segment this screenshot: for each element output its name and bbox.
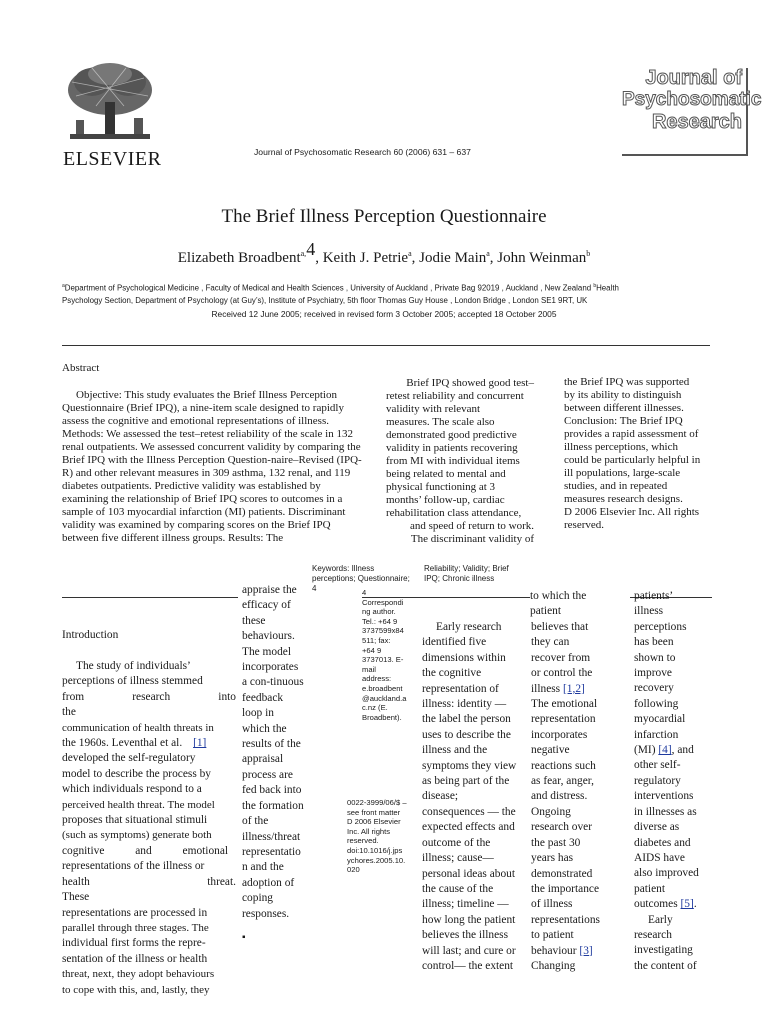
body-line: feedback — [242, 691, 284, 704]
abstract-line: Methods: We assessed the test–retest reliability of the scale in 132 — [62, 428, 353, 440]
affiliations — [62, 280, 712, 307]
footnote-mark: 4 — [362, 588, 367, 597]
body-line: efficacy of — [242, 599, 291, 612]
abstract-line: validity with relevant — [386, 403, 481, 415]
body-line: other self- — [634, 759, 681, 772]
abstract-line: between different illnesses. — [564, 402, 684, 414]
body-line: has been — [634, 636, 674, 649]
body-line: representatio — [242, 845, 301, 858]
received-dates: Received 12 June 2005; received in revised form 3 October 2005; accepted 18 October 2005 — [211, 309, 557, 319]
bullet-mark: ▪ — [242, 931, 246, 943]
abstract-line: examining the relationship of Brief IPQ scores to outcomes in a — [62, 493, 343, 505]
body-col-2 — [242, 583, 310, 945]
abstract-line: validity was examined by comparing scores on the Brief IPQ — [62, 519, 331, 531]
body-line: parallel through three stages. The — [62, 921, 209, 934]
abstract-line: Brief IPQ showed good test– — [406, 377, 534, 389]
body-line: Early — [648, 913, 673, 926]
keywords-line: Reliability; Validity; Brief — [424, 564, 509, 573]
body-line: in illnesses as — [634, 805, 697, 818]
body-line: representation of — [422, 682, 499, 695]
doi-link[interactable]: 020 — [347, 865, 360, 875]
body-line: illness: identity — — [422, 698, 507, 711]
issn-block — [347, 798, 421, 875]
body-line: illness; timeline — — [422, 898, 509, 911]
abstract-col-2 — [386, 377, 534, 546]
body-line: of the — [242, 815, 269, 828]
abstract-line: and speed of return to work. — [409, 520, 534, 532]
abstract-line: provides a rapid assessment of — [564, 428, 699, 440]
abstract-line: Objective: This study evaluates the Brief Illness Perception — [76, 389, 337, 401]
body-col-4b-top — [530, 589, 612, 620]
body-line: illness/threat — [242, 830, 301, 843]
body-line: interventions — [634, 790, 694, 803]
body-line: diabetes and — [634, 836, 691, 849]
author-3-affil: a — [486, 249, 490, 258]
body-line: process are — [242, 768, 293, 781]
affil-a-text: Department of Psychological Medicine , Faculty of Medical and Health Sciences , University of Auckland , Private Bag 92019 , Auckland , New Zealand — [64, 283, 592, 293]
header-rule — [62, 345, 710, 346]
body-line: myocardial — [634, 713, 686, 726]
body-line: as being part of the — [422, 775, 510, 788]
issn-line: 0022-3999/06/$ – — [347, 798, 407, 807]
body-line: the cognitive — [422, 667, 482, 680]
abstract-line: could be particularly helpful in — [564, 454, 701, 466]
affil-a-mark: a — [62, 283, 65, 289]
body-line: following — [634, 697, 679, 710]
abstract-line: D 2006 Elsevier Inc. All rights — [564, 506, 700, 518]
body-line: illness and the — [422, 744, 488, 757]
body-line: believes that — [531, 621, 589, 633]
body-line: health threat. These — [62, 875, 236, 904]
abstract-line: the Brief IPQ was supported — [564, 376, 690, 388]
body-line: the importance — [531, 882, 599, 895]
body-line: Ongoing — [531, 805, 571, 818]
body-line: perceived health threat. The model — [62, 798, 215, 811]
footnote-line: Broadbent). — [362, 712, 402, 722]
body-line: representations of the illness or — [62, 860, 205, 873]
body-line: perceptions — [634, 620, 687, 633]
footnote-line: mail — [362, 664, 376, 674]
author-list — [0, 239, 768, 267]
body-col-4b — [531, 620, 611, 974]
body-line: outcome of the — [422, 836, 491, 849]
body-line: sentation of the illness or health — [62, 952, 208, 965]
publisher-name: ELSEVIER — [63, 148, 162, 170]
body-line: believes the illness — [422, 929, 509, 942]
affiliation-line-1 — [62, 280, 712, 295]
abstract-line: Conclusion: The Brief IPQ — [564, 415, 683, 427]
author-1-affil: a, — [300, 249, 307, 258]
body-line: a con-tinuous — [242, 676, 304, 689]
body-line: n and the — [242, 861, 284, 874]
body-line: patients’ — [634, 590, 674, 602]
body-line: infarction — [634, 728, 679, 741]
body-line: research over — [531, 821, 593, 834]
body-line: the content of — [634, 959, 697, 972]
body-line: reactions such — [531, 759, 596, 772]
body-line: diverse as — [634, 821, 680, 834]
citation-ref-4[interactable]: [4] — [658, 744, 672, 757]
body-line: representation — [531, 713, 596, 726]
abstract-line: between five different illness groups. Results: The — [62, 532, 284, 544]
abstract-line: physical functioning at 3 — [386, 481, 496, 493]
body-line: which individuals respond to a — [62, 783, 202, 796]
body-line: developed the self-regulatory — [62, 752, 196, 765]
abstract-line: validity in patients recovering — [386, 442, 518, 454]
footnote-line: 3737013. E- — [362, 655, 404, 665]
body-line-text: behaviour — [531, 944, 577, 957]
journal-logo-line-2: Psychosomatic — [622, 89, 762, 110]
affil-b-mark: b — [593, 283, 597, 289]
footnote-line: 3737599x84 — [362, 626, 404, 636]
abstract-line: being related to mental and — [386, 468, 506, 480]
abstract-line: retest reliability and concurrent — [386, 390, 524, 402]
affil-b-lead: Health — [596, 283, 619, 293]
body-line: AIDS have — [634, 851, 685, 864]
abstract-line: The discriminant validity of — [410, 533, 534, 545]
section-rule-left — [62, 597, 238, 598]
body-line: results of the — [242, 738, 301, 751]
abstract-line: by its ability to distinguish — [564, 389, 682, 401]
issn-line: D 2006 Elsevier — [347, 817, 401, 827]
footnote-line: +64 9 — [362, 645, 382, 655]
body-line: cognitive and emotional — [62, 844, 229, 857]
body-line: of illness — [531, 898, 573, 911]
affiliation-line-2: Psychology Section, Department of Psychology (at Guy’s), Institute of Psychiatry, 5th floor Thomas Guy House , London Bridge , London SE1 9RT, UK — [62, 295, 588, 305]
journal-logo-line-3: Research — [651, 111, 742, 133]
body-line: which the — [242, 722, 287, 735]
body-line: will last; and cure or — [422, 944, 516, 957]
abstract-line: renal outpatients. We assessed concurrent validity by comparing the — [62, 441, 361, 453]
body-line: proposes that situational stimuli — [62, 814, 208, 827]
body-line: personal ideas about — [422, 867, 515, 880]
body-line: patient — [530, 605, 561, 618]
author-3: , Jodie Main — [411, 250, 487, 266]
body-line: the cause of the — [422, 882, 494, 895]
body-line: regulatory — [634, 774, 681, 787]
abstract-line: Questionnaire (Brief IPQ), a nine-item scale designed to rapidly — [62, 402, 344, 414]
corresponding-author-footnote — [362, 588, 420, 722]
body-line: threat, next, they adopt behaviours — [62, 968, 215, 981]
body-line: appraisal — [242, 753, 284, 766]
author-4-affil: b — [586, 249, 591, 258]
body-line: coping — [242, 892, 274, 905]
body-line: the label the person — [422, 713, 511, 726]
body-line: how long the patient — [422, 913, 516, 926]
body-line: individual first forms the repre- — [62, 937, 206, 950]
body-line: recovery — [634, 682, 674, 695]
abstract-line: Brief IPQ with the Illness Perception Question-naire–Revised (IPQ- — [62, 454, 362, 466]
body-line-text: the 1960s. Leventhal et al. — [62, 737, 183, 750]
body-line — [531, 944, 611, 959]
abstract-col-1 — [62, 389, 384, 545]
intro-heading: Introduction — [62, 629, 119, 641]
author-4: , John Weinman — [489, 250, 587, 266]
body-line: recover from — [531, 651, 591, 664]
footnote-email[interactable]: @auckland.a — [362, 693, 407, 703]
abstract-heading: Abstract — [62, 362, 100, 374]
body-line-text: illness — [531, 682, 561, 695]
keywords-line: perceptions; Questionnaire; — [312, 574, 410, 583]
body-line: The study of individuals’ — [76, 660, 191, 672]
body-line: and distress. — [531, 790, 588, 803]
body-line: outcomes [5]. — [634, 898, 697, 911]
body-line: identified five — [422, 636, 487, 649]
issn-line: reserved. — [347, 836, 379, 846]
keywords-right — [424, 564, 564, 584]
doi-link[interactable]: ychores.2005.10. — [347, 855, 406, 865]
body-line: illness — [634, 605, 664, 618]
paper-title: The Brief Illness Perception Questionnaire — [221, 206, 547, 227]
body-line: Early research — [436, 621, 502, 633]
footnote-line: ng author. — [362, 607, 396, 617]
body-line: model to describe the process by — [62, 767, 211, 780]
body-col-5 — [634, 589, 714, 974]
abstract-line: measures. The scale also — [386, 416, 495, 428]
body-line: to patient — [531, 929, 574, 942]
body-line: fed back into — [242, 784, 302, 797]
body-line: demonstrated — [531, 867, 593, 880]
body-line: control— the extent — [422, 959, 514, 972]
body-line: the past 30 — [531, 836, 581, 849]
body-line: illness; cause— — [422, 852, 494, 865]
body-line: perceptions of illness stemmed — [62, 675, 203, 688]
elsevier-tree-logo — [62, 62, 158, 148]
body-line: representations are processed in — [62, 906, 208, 919]
body-line: improve — [634, 667, 672, 680]
body-line: investigating — [634, 944, 693, 957]
body-line — [531, 682, 611, 697]
abstract-line: rehabilitation class attendance, — [386, 507, 522, 519]
body-line: years has — [531, 852, 574, 865]
body-col-4a — [422, 620, 534, 974]
body-line: the formation — [242, 799, 304, 812]
abstract-line: reserved. — [564, 519, 605, 531]
citation-ref-3[interactable]: [3] — [579, 944, 593, 957]
body-line: dimensions within — [422, 651, 506, 664]
footnote-line: address: — [362, 674, 392, 684]
body-line: representations — [531, 913, 600, 926]
body-line: incorporates — [242, 661, 299, 674]
body-line: expected effects and — [422, 821, 515, 834]
abstract-line: R) and other relevant measures in 309 asthma, 132 renal, and 119 — [62, 467, 351, 479]
body-line: behaviours. — [242, 630, 295, 643]
body-line: they can — [531, 636, 570, 649]
abstract-line: sample of 103 myocardial infarction (MI) patients. Discriminant — [62, 506, 346, 518]
abstract-line: measures research designs. — [564, 493, 683, 505]
abstract-line: demonstrated good predictive — [386, 429, 517, 441]
abstract-line: months’ follow-up, cardiac — [386, 494, 505, 506]
body-line: Changing — [531, 959, 576, 972]
body-line: research — [634, 928, 672, 941]
author-2: , Keith J. Petrie — [315, 250, 409, 266]
body-line: to cope with this, and, lastly, they — [62, 983, 210, 996]
body-line: The emotional — [531, 698, 598, 711]
abstract-line: from MI with individual items — [386, 455, 520, 467]
author-1: Elizabeth Broadbent — [177, 250, 301, 266]
keywords-line: 4 — [312, 584, 317, 593]
body-line: to which the — [530, 590, 587, 602]
body-line: The model — [242, 645, 292, 658]
abstract-line: diabetes outpatients. Predictive validity was established by — [62, 480, 321, 492]
footnote-line: 511; fax: — [362, 635, 391, 645]
body-line: or control the — [531, 667, 593, 680]
body-line: responses. — [242, 907, 290, 920]
keywords-line: Keywords: Illness — [312, 564, 375, 573]
body-line: (such as symptoms) generate both — [62, 829, 212, 842]
body-line: appraise the — [242, 584, 297, 596]
footnote-line: Correspondi — [362, 597, 404, 607]
abstract-line: illness perceptions, which — [564, 441, 678, 453]
body-line: negative — [531, 744, 570, 757]
abstract-line: studies, and in repeated — [564, 480, 668, 492]
body-col-1 — [62, 659, 236, 998]
body-line: these — [242, 614, 266, 627]
footnote-email[interactable]: c.nz (E. — [362, 703, 388, 713]
body-line: (MI) [4], and — [634, 744, 694, 757]
journal-logo-line-1: Journal of — [645, 67, 742, 89]
body-line: incorporates — [531, 728, 588, 741]
abstract-col-3 — [564, 376, 712, 532]
body-line: consequences — the — [422, 805, 516, 818]
author-2-affil: a — [408, 249, 412, 258]
journal-citation: Journal of Psychosomatic Research 60 (2006) 631 – 637 — [254, 147, 471, 157]
citation-ref-1-2[interactable]: [1,2] — [562, 682, 585, 695]
abstract-line: ill populations, large-scale — [564, 467, 681, 479]
body-line: disease; — [422, 790, 459, 803]
body-line: shown to — [634, 651, 676, 664]
body-line: loop in — [242, 707, 274, 720]
citation-ref-1[interactable]: [1] — [193, 737, 207, 750]
doi-link[interactable]: doi:10.1016/j.jps — [347, 845, 403, 855]
body-line: uses to describe the — [422, 728, 511, 741]
footnote-line: Tel.: +64 9 — [362, 616, 398, 626]
corresponding-mark: 4 — [306, 239, 316, 259]
journal-logo — [622, 67, 762, 156]
body-line: patient — [634, 882, 665, 895]
body-line: from research into the — [62, 690, 236, 719]
keywords-line: IPQ; Chronic illness — [424, 574, 495, 583]
body-line: adoption of — [242, 876, 295, 889]
abstract-line: assess the cognitive and emotional representations of illness. — [62, 415, 329, 427]
body-line: also improved — [634, 867, 699, 880]
body-line: as fear, anger, — [531, 775, 594, 788]
body-line: communication of health threats in — [62, 721, 214, 734]
issn-line: see front matter — [347, 807, 401, 817]
body-line — [62, 736, 236, 751]
citation-ref-5[interactable]: [5] — [680, 898, 694, 911]
issn-line: Inc. All rights — [347, 826, 391, 836]
footnote-email[interactable]: e.broadbent — [362, 683, 403, 693]
body-line: symptoms they view — [422, 759, 517, 772]
